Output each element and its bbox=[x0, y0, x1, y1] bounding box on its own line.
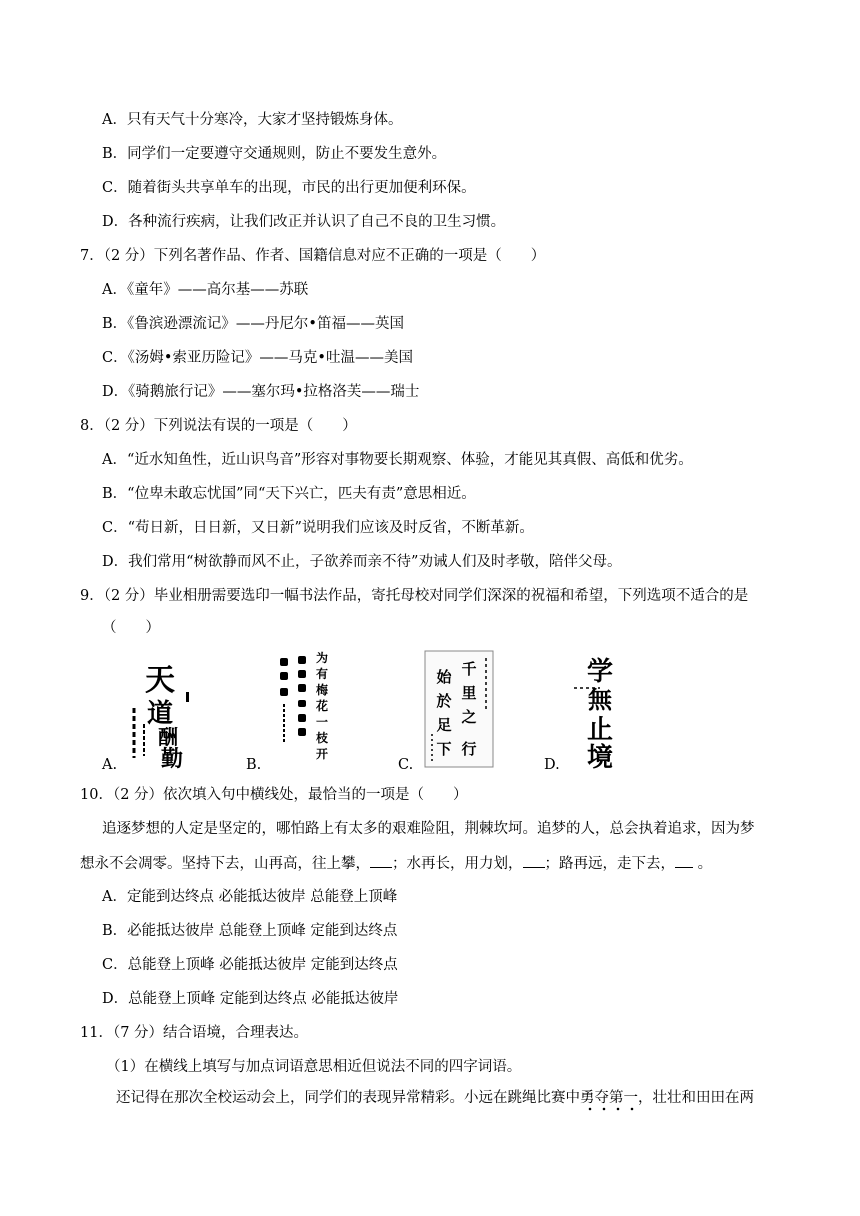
q11-sub1: （1）在横线上填写与加点词语意思相近但说法不同的四字词语。 bbox=[106, 1059, 522, 1075]
q11-para-part-a: 还记得在那次全校运动会上，同学们的表现异常精彩。小远在跳绳比赛中 bbox=[116, 1090, 580, 1106]
q10-para-part-c: ；路再远，走下去， bbox=[544, 856, 675, 872]
q7-option-c: C．《汤姆•索亚历险记》——马克•吐温——美国 bbox=[102, 350, 413, 366]
q10-stem: 10．（2 分）依次填入句中横线处，最恰当的一项是（ ） bbox=[80, 787, 468, 803]
calligraphy-image-a bbox=[120, 660, 200, 770]
q10-para-part-d: 。 bbox=[693, 856, 713, 872]
callig-b-char-6: 枝 bbox=[315, 731, 329, 745]
q6-option-b: B．同学们一定要遵守交通规则，防止不要发生意外。 bbox=[102, 146, 447, 162]
q6-option-d: D．各种流行疾病，让我们改正并认识了自己不良的卫生习惯。 bbox=[102, 214, 506, 230]
calligraphy-image-b bbox=[272, 648, 338, 764]
q10-option-c: C．总能登上顶峰 必能抵达彼岸 定能到达终点 bbox=[102, 957, 398, 973]
q7-option-a: A．《童年》——高尔基——苏联 bbox=[102, 282, 309, 298]
callig-c-char-4: 行 bbox=[461, 740, 477, 758]
callig-c-char-7: 足 bbox=[436, 716, 452, 734]
q10-para-line-2 bbox=[80, 853, 712, 874]
q8-option-d: D．我们常用“树欲静而风不止，子欲养而亲不待”劝诫人们及时孝敬，陪伴父母。 bbox=[102, 554, 622, 570]
q10-blank-3 bbox=[675, 853, 693, 868]
callig-b-char-7: 开 bbox=[315, 747, 329, 761]
callig-d-char-1: 学 bbox=[586, 657, 614, 687]
q6-option-a: A．只有天气十分寒冷，大家才坚持锻炼身体。 bbox=[102, 112, 403, 128]
callig-c-char-3: 之 bbox=[461, 708, 477, 726]
callig-d-char-2: 無 bbox=[588, 685, 612, 714]
q7-option-d: D．《骑鹅旅行记》——塞尔玛•拉格洛芙——瑞士 bbox=[102, 384, 420, 400]
callig-a-mark bbox=[186, 692, 189, 702]
q9-stem: 9．（2 分）毕业相册需要选印一幅书法作品，寄托母校对同学们深深的祝福和希望，下列选项不适合的是 bbox=[80, 588, 749, 604]
q9-paren: （ ） bbox=[102, 620, 160, 636]
callig-b-char-1: 为 bbox=[315, 651, 329, 665]
q6-option-c: C．随着街头共享单车的出现，市民的出行更加便利环保。 bbox=[102, 180, 476, 196]
q10-para-part-a: 想永不会凋零。坚持下去，山再高，往上攀， bbox=[80, 856, 370, 872]
callig-c-char-1: 千 bbox=[461, 660, 477, 678]
q8-option-a: A．“近水知鱼性，近山识鸟音”形容对事物要长期观察、体验，才能见其真假、高低和优劣。 bbox=[102, 452, 693, 468]
callig-b-char-4: 花 bbox=[315, 699, 329, 713]
callig-c-char-2: 里 bbox=[461, 684, 477, 702]
callig-c-char-6: 於 bbox=[436, 692, 452, 710]
callig-b-char-5: 一 bbox=[315, 715, 329, 729]
callig-d-char-4: 境 bbox=[586, 743, 614, 770]
calligraphy-image-d bbox=[560, 654, 638, 770]
callig-b-char-3: 梅 bbox=[315, 683, 329, 697]
q10-blank-1 bbox=[370, 853, 392, 868]
q11-dotted-word: 勇夺第一 bbox=[580, 1090, 638, 1112]
q10-para-part-b: ；水再长，用力划， bbox=[392, 856, 523, 872]
q8-option-c: C．“苟日新，日日新，又日新”说明我们应该及时反省，不断革新。 bbox=[102, 520, 534, 536]
callig-b-char-2: 有 bbox=[315, 667, 329, 681]
q11-para-part-b: ，壮壮和田田在两 bbox=[638, 1090, 754, 1106]
q9-label-c: C. bbox=[398, 757, 414, 773]
q8-stem: 8．（2 分）下列说法有误的一项是（ ） bbox=[80, 418, 357, 434]
callig-a-char-1: 天 bbox=[145, 663, 175, 698]
q7-option-b: B．《鲁滨逊漂流记》——丹尼尔•笛福——英国 bbox=[102, 316, 404, 332]
q10-option-b: B．必能抵达彼岸 总能登上顶峰 定能到达终点 bbox=[102, 923, 398, 939]
q10-blank-2 bbox=[523, 853, 545, 868]
q9-label-a: A. bbox=[102, 757, 118, 773]
q8-option-b: B．“位卑未敢忘忧国”同“天下兴亡，匹夫有责”意思相近。 bbox=[102, 486, 476, 502]
callig-d-char-3: 止 bbox=[586, 715, 614, 745]
callig-a-char-4: 勤 bbox=[160, 746, 184, 770]
q11-stem: 11．（7 分）结合语境，合理表达。 bbox=[80, 1025, 309, 1041]
calligraphy-image-c bbox=[424, 650, 494, 768]
q9-label-b: B. bbox=[246, 757, 262, 773]
q9-label-d: D. bbox=[544, 757, 560, 773]
callig-c-char-5: 始 bbox=[436, 668, 452, 686]
callig-a-char-2: 道 bbox=[146, 699, 174, 729]
q10-para-line-1: 追逐梦想的人定是坚定的，哪怕路上有太多的艰难险阻，荆棘坎坷。追梦的人，总会执着追求，因为梦 bbox=[102, 821, 755, 837]
callig-a-char-3: 酬 bbox=[158, 725, 178, 749]
callig-c-char-8: 下 bbox=[436, 740, 452, 758]
q10-option-a: A．定能到达终点 必能抵达彼岸 总能登上顶峰 bbox=[102, 889, 398, 905]
q7-stem: 7．（2 分）下列名著作品、作者、国籍信息对应不正确的一项是（ ） bbox=[80, 248, 546, 264]
q11-paragraph bbox=[116, 1088, 754, 1108]
q10-option-d: D．总能登上顶峰 定能到达终点 必能抵达彼岸 bbox=[102, 991, 399, 1007]
